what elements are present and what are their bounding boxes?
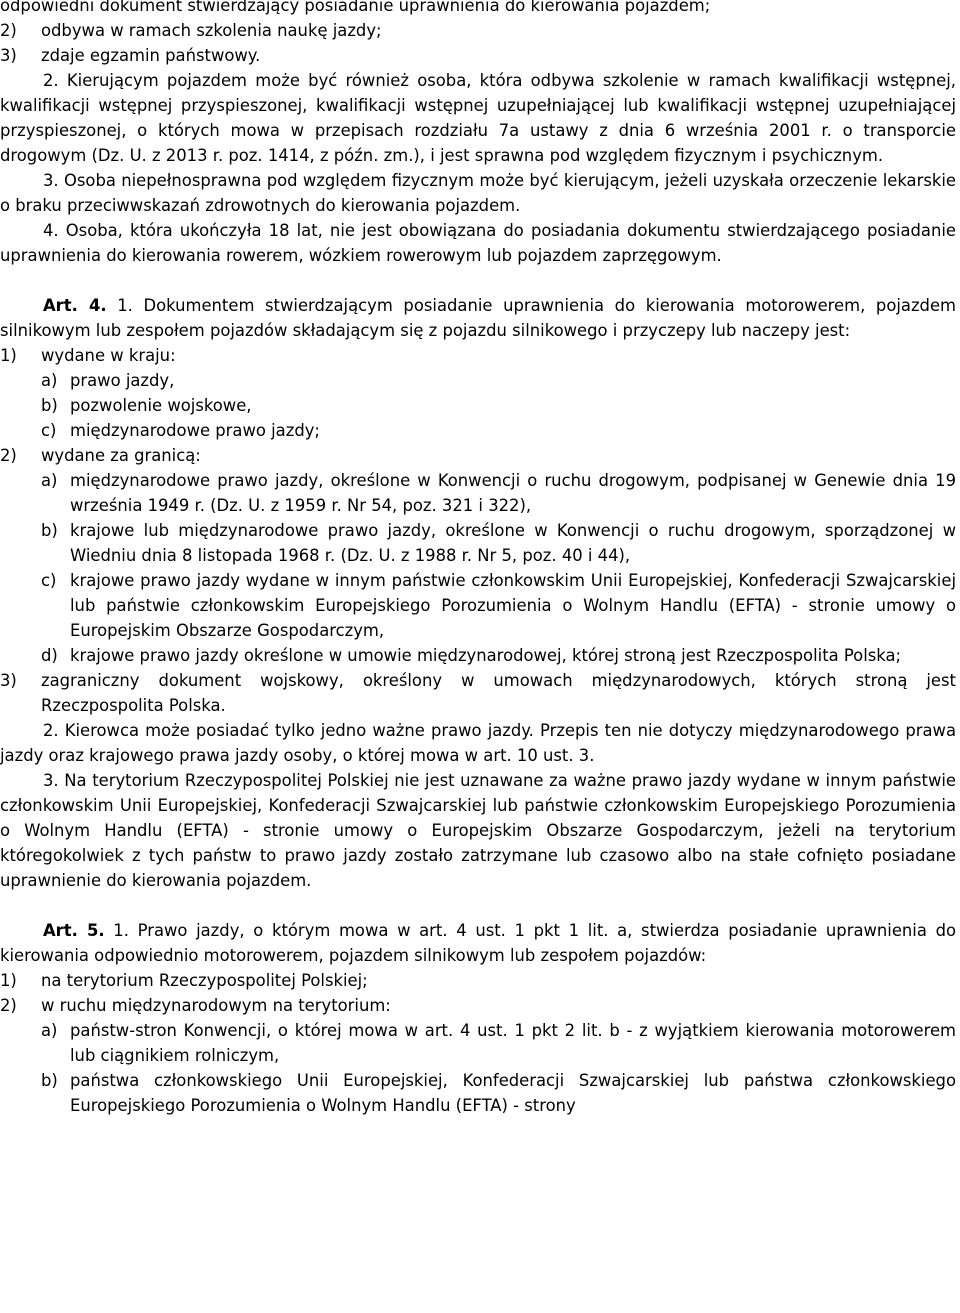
article-5 <box>0 918 956 968</box>
item-letter: b) <box>41 521 58 540</box>
list-subitem <box>0 368 956 393</box>
list-subitem <box>0 643 956 668</box>
item-number: 2) <box>0 21 17 40</box>
paragraph-number: 3. <box>43 771 59 790</box>
item-number: 3) <box>0 46 17 65</box>
item-number: 2) <box>0 446 17 465</box>
list-item <box>0 668 956 718</box>
paragraph-text: Dokumentem stwierdzającym posiadanie uprawnienia do kierowania motorowerem, pojazdem silnikowym lub zespołem pojazdów składającym się z pojazdu silnikowego i przyczepy lub naczepy jest: <box>0 296 957 340</box>
item-letter: a) <box>41 371 58 390</box>
item-text: państwa członkowskiego Unii Europejskiej, Konfederacji Szwajcarskiej lub państwa członkowskiego Europejskiego Porozumienia o Wolnym Handlu (EFTA) - strony <box>70 1071 956 1115</box>
paragraph <box>0 68 956 168</box>
paragraph-number: 3. <box>43 171 59 190</box>
continuation-line: odpowiedni dokument stwierdzający posiadanie uprawnienia do kierowania pojazdem; <box>0 0 711 15</box>
item-letter: c) <box>41 571 57 590</box>
item-text: krajowe lub międzynarodowe prawo jazdy, określone w Konwencji o ruchu drogowym, sporządzonej w Wiedniu dnia 8 listopada 1968 r. (Dz. U. z 1988 r. Nr 5, poz. 40 i 44), <box>70 521 956 565</box>
item-letter: c) <box>41 421 57 440</box>
paragraph-number: 1. <box>113 921 129 940</box>
list-subitem <box>0 518 956 568</box>
article-heading: Art. 5. <box>43 921 105 940</box>
item-number: 2) <box>0 996 17 1015</box>
item-number: 3) <box>0 671 17 690</box>
list-subitem <box>0 1068 956 1118</box>
list-subitem <box>0 1018 956 1068</box>
item-text: wydane za granicą: <box>41 446 201 465</box>
item-text: krajowe prawo jazdy wydane w innym państwie członkowskim Unii Europejskiej, Konfederacji Szwajcarskiej lub państwie członkowskim Europejskiego Porozumienia o Wolnym Handlu (EFTA) - stronie umowy o Europejskim Obszarze Gospodarczym, <box>70 571 956 640</box>
item-text: zdaje egzamin państwowy. <box>41 46 261 65</box>
paragraph-number: 2. <box>43 71 59 90</box>
item-text: międzynarodowe prawo jazdy, określone w Konwencji o ruchu drogowym, podpisanej w Genewie dnia 19 września 1949 r. (Dz. U. z 1959 r. Nr 54, poz. 321 i 322), <box>70 471 956 515</box>
item-letter: b) <box>41 1071 58 1090</box>
paragraph <box>0 218 956 268</box>
paragraph-text: Kierowca może posiadać tylko jedno ważne prawo jazdy. Przepis ten nie dotyczy międzynarodowego prawa jazdy oraz krajowego prawa jazdy osoby, o której mowa w art. 10 ust. 3. <box>0 721 956 765</box>
item-letter: a) <box>41 1021 58 1040</box>
item-text: wydane w kraju: <box>41 346 176 365</box>
list-item <box>0 968 956 993</box>
item-text: zagraniczny dokument wojskowy, określony w umowach międzynarodowych, których stroną jest Rzeczpospolita Polska. <box>41 671 956 715</box>
list-subitem <box>0 418 956 443</box>
item-text: prawo jazdy, <box>70 371 175 390</box>
paragraph <box>0 718 956 768</box>
item-text: międzynarodowe prawo jazdy; <box>70 421 320 440</box>
list-subitem <box>0 393 956 418</box>
paragraph <box>0 768 956 893</box>
item-number: 1) <box>0 971 17 990</box>
list-subitem <box>0 468 956 518</box>
list-subitem <box>0 568 956 643</box>
list-item <box>0 993 956 1018</box>
paragraph-number: 1. <box>117 296 133 315</box>
item-number: 1) <box>0 346 17 365</box>
paragraph-number: 4. <box>43 221 59 240</box>
item-letter: a) <box>41 471 58 490</box>
article-4 <box>0 293 956 343</box>
paragraph <box>0 168 956 218</box>
list-item <box>0 43 956 68</box>
item-text: krajowe prawo jazdy określone w umowie międzynarodowej, której stroną jest Rzeczpospolita Polska; <box>70 646 902 665</box>
paragraph-number: 2. <box>43 721 59 740</box>
item-letter: b) <box>41 396 58 415</box>
item-text: odbywa w ramach szkolenia naukę jazdy; <box>41 21 382 40</box>
list-item <box>0 18 956 43</box>
item-text: państw-stron Konwencji, o której mowa w art. 4 ust. 1 pkt 2 lit. b - z wyjątkiem kierowania motorowerem lub ciągnikiem rolniczym, <box>70 1021 956 1065</box>
item-text: w ruchu międzynarodowym na terytorium: <box>41 996 391 1015</box>
item-text: na terytorium Rzeczypospolitej Polskiej; <box>41 971 368 990</box>
item-letter: d) <box>41 646 58 665</box>
list-item <box>0 443 956 468</box>
paragraph-text: Osoba, która ukończyła 18 lat, nie jest obowiązana do posiadania dokumentu stwierdzającego posiadanie uprawnienia do kierowania rowerem, wózkiem rowerowym lub pojazdem zaprzęgowym. <box>0 221 956 265</box>
item-text: pozwolenie wojskowe, <box>70 396 252 415</box>
list-item <box>0 343 956 368</box>
paragraph-text: Na terytorium Rzeczypospolitej Polskiej nie jest uznawane za ważne prawo jazdy wydane w innym państwie członkowskim Unii Europejskiej, Konfederacji Szwajcarskiej lub państwie członkowskim Europejskiego Porozumienia o Wolnym Handlu (EFTA) - stronie umowy o Europejskim Obszarze Gospodarczym, jeżeli na terytorium któregokolwiek z tych państw to prawo jazdy zostało zatrzymane lub czasowo albo na stałe cofnięto posiadane uprawnienie do kierowania pojazdem. <box>0 771 956 890</box>
paragraph-text: Prawo jazdy, o którym mowa w art. 4 ust. 1 pkt 1 lit. a, stwierdza posiadanie uprawnienia do kierowania odpowiednio motorowerem, pojazdem silnikowym lub zespołem pojazdów: <box>0 921 956 965</box>
article-heading: Art. 4. <box>43 296 107 315</box>
paragraph-text: Osoba niepełnosprawna pod względem fizycznym może być kierującym, jeżeli uzyskała orzeczenie lekarskie o braku przeciwwskazań zdrowotnych do kierowania pojazdem. <box>0 171 956 215</box>
paragraph-text: Kierującym pojazdem może być również osoba, która odbywa szkolenie w ramach kwalifikacji wstępnej, kwalifikacji wstępnej przyspieszonej, kwalifikacji wstępnej uzupełniającej lub kwalifikacji wstępnej uzupełniającej przyspieszonej, o których mowa w przepisach rozdziału 7a ustawy z dnia 6 września 2001 r. o transporcie drogowym (Dz. U. z 2013 r. poz. 1414, z późn. zm.), i jest sprawna pod względem fizycznym i psychicznym. <box>0 71 956 165</box>
